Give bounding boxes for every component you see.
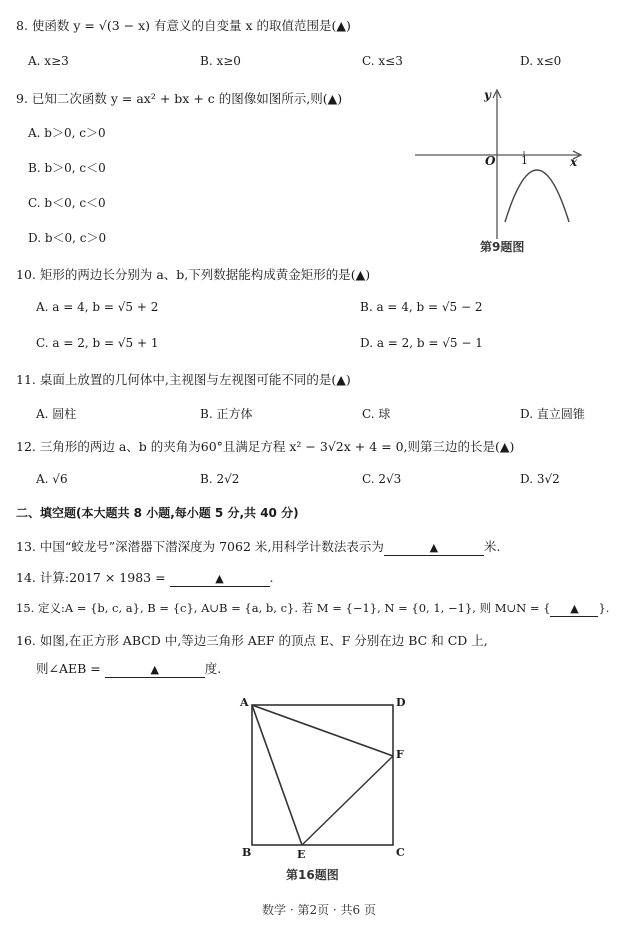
q11-option-c: C. 球 xyxy=(362,407,391,421)
question-16-line2 xyxy=(36,659,221,678)
q16-unit: 度. xyxy=(204,661,222,676)
q9-option-c: C. b＜0, c＜0 xyxy=(28,196,106,210)
q12-option-d: D. 3√2 xyxy=(520,472,560,486)
q8-option-a: A. x≥3 xyxy=(28,54,69,68)
q8-option-d: D. x≤0 xyxy=(520,54,562,68)
figure-9-caption: 第9题图 xyxy=(480,240,525,254)
question-13 xyxy=(16,537,500,556)
section-2-title: 二、填空题(本大题共 8 小题,每小题 5 分,共 40 分) xyxy=(16,506,299,520)
vertex-label-d: D xyxy=(396,696,406,709)
triangle-icon: ▲ xyxy=(215,572,224,585)
q10-option-b: B. a = 4, b = √5 − 2 xyxy=(360,300,483,314)
q14-end: . xyxy=(269,570,274,585)
q12-option-a: A. √6 xyxy=(36,472,68,486)
q13-unit: 米. xyxy=(483,539,501,554)
figure-16-caption: 第16题图 xyxy=(286,868,339,882)
q15-text: 15. 定义:A = {b, c, a}, B = {c}, A∪B = {a, b, c}. 若 M = {−1}, N = {0, 1, −1}, 则 M∪N = { xyxy=(16,601,551,615)
q13-answer-blank[interactable] xyxy=(384,540,484,556)
q16-answer-blank[interactable] xyxy=(105,662,205,678)
page-footer: 数学 · 第2页 · 共6 页 xyxy=(262,903,376,917)
question-14 xyxy=(16,568,274,587)
q13-text: 13. 中国“蛟龙号”深潜器下潜深度为 7062 米,用科学计数法表示为 xyxy=(16,539,384,554)
triangle-icon: ▲ xyxy=(429,541,439,554)
q12-option-b: B. 2√2 xyxy=(200,472,240,486)
vertex-label-e: E xyxy=(297,848,306,861)
square-triangle-figure xyxy=(230,690,420,860)
tick-label-1: 1 xyxy=(521,154,528,167)
q10-option-c: C. a = 2, b = √5 + 1 xyxy=(36,336,159,350)
q9-option-a: A. b＞0, c＞0 xyxy=(28,126,106,140)
vertex-label-c: C xyxy=(396,846,405,859)
triangle-icon: ▲ xyxy=(150,663,159,676)
q8-option-c: C. x≤3 xyxy=(362,54,403,68)
parabola-figure xyxy=(405,82,595,262)
q15-answer-blank[interactable] xyxy=(550,601,598,617)
x-axis-label: x xyxy=(570,155,578,169)
origin-label: O xyxy=(485,154,496,168)
q14-answer-blank[interactable] xyxy=(170,571,270,587)
q9-option-d: D. b＜0, c＞0 xyxy=(28,231,107,245)
question-8-stem: 8. 使函数 y = √(3 − x) 有意义的自变量 x 的取值范围是(▲) xyxy=(16,18,351,33)
q16-text: 则∠AEB = xyxy=(36,661,105,676)
q12-option-c: C. 2√3 xyxy=(362,472,402,486)
q14-text: 14. 计算:2017 × 1983 = xyxy=(16,570,170,585)
triangle-icon: ▲ xyxy=(570,602,579,615)
question-16-line1: 16. 如图,在正方形 ABCD 中,等边三角形 AEF 的顶点 E、F 分别在边 BC 和 CD 上, xyxy=(16,633,488,648)
question-10-stem: 10. 矩形的两边长分别为 a、b,下列数据能构成黄金矩形的是(▲) xyxy=(16,267,371,282)
vertex-label-f: F xyxy=(396,748,404,761)
q11-option-b: B. 正方体 xyxy=(200,407,253,421)
vertex-label-b: B xyxy=(242,846,252,859)
question-11-stem: 11. 桌面上放置的几何体中,主视图与左视图可能不同的是(▲) xyxy=(16,372,351,387)
q11-option-d: D. 直立圆锥 xyxy=(520,407,585,421)
q15-end: }. xyxy=(598,601,610,615)
y-axis-label: y xyxy=(484,88,491,102)
question-15 xyxy=(16,600,609,617)
vertex-label-a: A xyxy=(240,696,249,709)
question-12-stem: 12. 三角形的两边 a、b 的夹角为60°且满足方程 x² − 3√2x + 4 = 0,则第三边的长是(▲) xyxy=(16,439,515,454)
q9-option-b: B. b＞0, c＜0 xyxy=(28,161,106,175)
q11-option-a: A. 圆柱 xyxy=(36,407,77,421)
question-9-stem: 9. 已知二次函数 y = ax² + bx + c 的图像如图所示,则(▲) xyxy=(16,91,343,106)
q10-option-d: D. a = 2, b = √5 − 1 xyxy=(360,336,483,350)
q10-option-a: A. a = 4, b = √5 + 2 xyxy=(36,300,159,314)
q8-option-b: B. x≥0 xyxy=(200,54,241,68)
